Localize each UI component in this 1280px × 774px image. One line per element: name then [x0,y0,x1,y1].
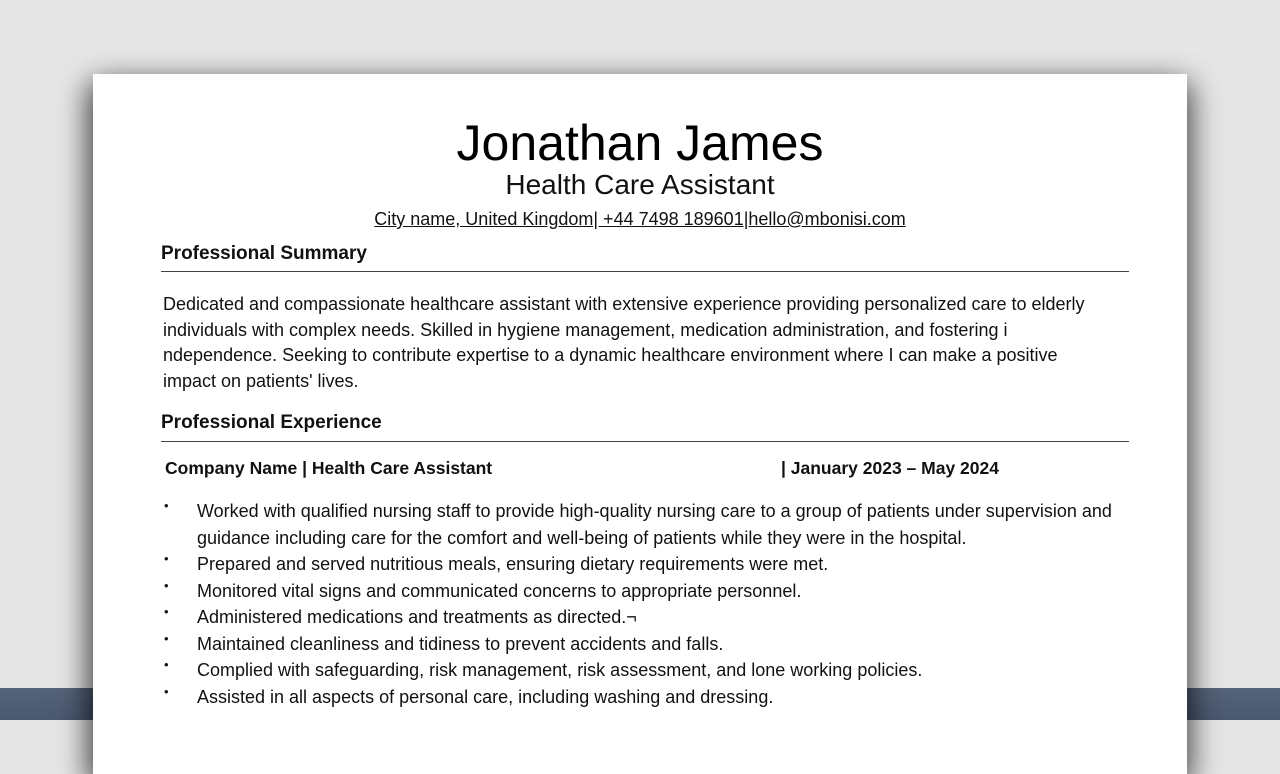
job-duties-list [163,498,1123,710]
list-item: • Complied with safeguarding, risk management, risk assessment, and lone working policies. [164,657,923,680]
resume-page [93,74,1187,774]
experience-divider [161,441,1129,442]
list-item: • Assisted in all aspects of personal care, including washing and dressing. [164,683,774,707]
summary-line: Dedicated and compassionate healthcare assistant with extensive experience providing personalized care to elderly [163,294,1085,314]
job-dates: | January 2023 – May 2024 [781,458,999,478]
bullet-icon: • [164,577,169,593]
summary-line: individuals with complex needs. Skilled in hygiene management, medication administration, and fostering i [163,319,1008,340]
candidate-name: Jonathan James [456,115,824,171]
bullet-icon: • [164,630,169,646]
job-title: Company Name | Health Care Assistant [165,458,493,478]
summary-divider [161,271,1129,272]
list-item: • Maintained cleanliness and tidiness to prevent accidents and falls. [164,630,724,654]
list-item: • Administered medications and treatments as directed.¬ [164,604,637,627]
bullet-icon: • [164,657,169,672]
list-item: • Prepared and served nutritious meals, ensuring dietary requirements were met. [164,551,829,574]
list-item: • Worked with qualified nursing staff to provide high-quality nursing care to a group of patients under supervision and guidance including care for the comfort and well-being of patients while they were in the hospital. [164,498,1112,548]
bullet-icon: • [164,498,169,513]
summary-line: impact on patients' lives. [163,370,359,391]
list-item: • Monitored vital signs and communicated concerns to appropriate personnel. [164,577,802,601]
bullet-icon: • [164,551,169,566]
contact-line[interactable]: City name, United Kingdom| +44 7498 189601|hello@mbonisi.com [374,209,906,229]
bullet-icon: • [164,683,169,699]
summary-heading: Professional Summary [161,243,367,264]
candidate-role: Health Care Assistant [505,169,775,200]
bullet-icon: • [164,604,169,619]
summary-line: ndependence. Seeking to contribute expertise to a dynamic healthcare environment where I can make a positive [163,345,1058,365]
summary-text [163,292,1123,394]
experience-heading: Professional Experience [161,412,382,433]
